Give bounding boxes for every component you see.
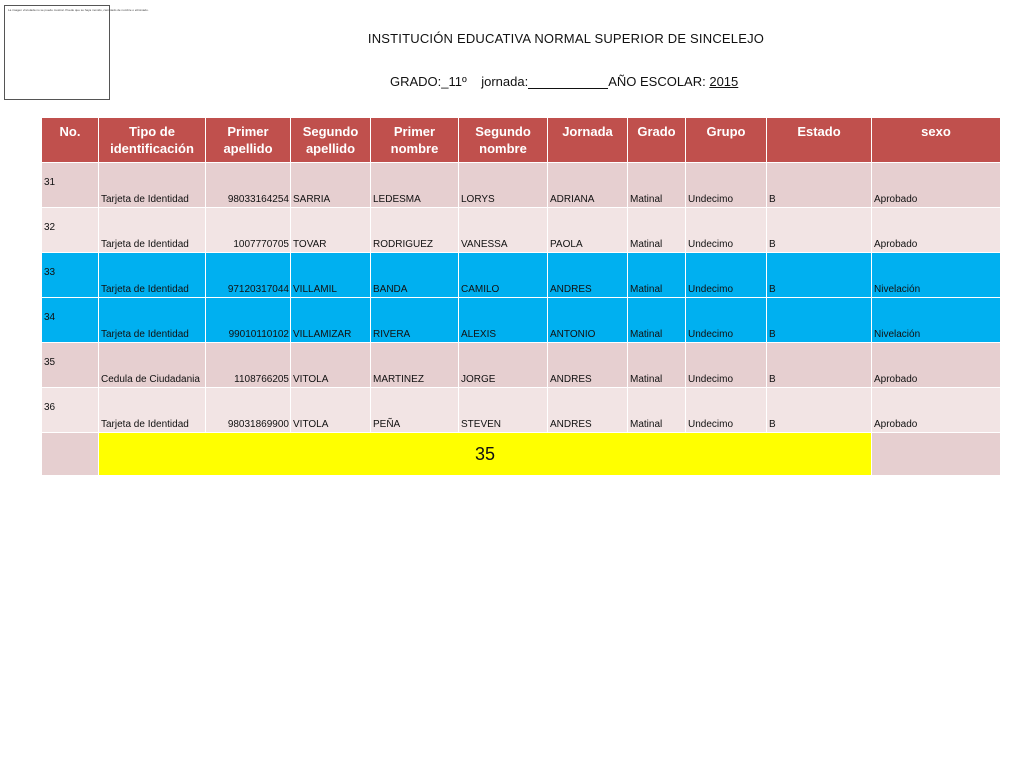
total-row (42, 433, 1001, 476)
cell-segundo-nombre: ANTONIO (548, 298, 628, 343)
anio-value: 2015 (709, 74, 739, 89)
cell-estado: Nivelación (872, 298, 1001, 343)
cell-id: 1108766205 (206, 343, 291, 388)
cell-grupo: B (767, 163, 872, 208)
cell-no: 31 (42, 163, 99, 208)
jornada-blank-line (528, 76, 608, 89)
cell-tipo: Tarjeta de Identidad (99, 253, 206, 298)
cell-grado: Undecimo (686, 163, 767, 208)
cell-primer-apellido: VITOLA (291, 388, 371, 433)
column-header: Jornada (548, 118, 628, 163)
cell-jornada: Matinal (628, 298, 686, 343)
total-row-empty-cell (42, 433, 99, 476)
cell-estado: Aprobado (872, 388, 1001, 433)
cell-segundo-apellido: RODRIGUEZ (371, 208, 459, 253)
column-header: Grado (628, 118, 686, 163)
table-row-highlighted (42, 253, 1001, 298)
cell-grupo: B (767, 253, 872, 298)
anio-label: AÑO ESCOLAR: (608, 74, 710, 89)
cell-grupo: B (767, 208, 872, 253)
cell-jornada: Matinal (628, 253, 686, 298)
cell-grupo: B (767, 343, 872, 388)
cell-segundo-apellido: MARTINEZ (371, 343, 459, 388)
cell-grupo: B (767, 298, 872, 343)
column-header: sexo (872, 118, 1001, 163)
table-header-row (42, 118, 1001, 163)
cell-primer-nombre: ALEXIS (459, 298, 548, 343)
cell-primer-nombre: JORGE (459, 343, 548, 388)
jornada-label: jornada: (481, 74, 529, 89)
subtitle-line (390, 74, 738, 89)
cell-tipo: Tarjeta de Identidad (99, 163, 206, 208)
page-title: INSTITUCIÓN EDUCATIVA NORMAL SUPERIOR DE SINCELEJO (367, 31, 765, 46)
cell-jornada: Matinal (628, 163, 686, 208)
cell-tipo: Tarjeta de Identidad (99, 388, 206, 433)
total-row-empty-cell (872, 433, 1001, 476)
cell-segundo-nombre: ANDRES (548, 253, 628, 298)
total-count: 35 (99, 433, 872, 476)
cell-primer-nombre: CAMILO (459, 253, 548, 298)
cell-no: 33 (42, 253, 99, 298)
cell-primer-nombre: VANESSA (459, 208, 548, 253)
students-table (41, 117, 1001, 476)
column-header: Tipo de identificación (99, 118, 206, 163)
cell-grado: Undecimo (686, 298, 767, 343)
cell-segundo-apellido: BANDA (371, 253, 459, 298)
cell-grado: Undecimo (686, 388, 767, 433)
cell-segundo-nombre: ANDRES (548, 343, 628, 388)
cell-estado: Aprobado (872, 208, 1001, 253)
cell-segundo-apellido: PEÑA (371, 388, 459, 433)
column-header: Grupo (686, 118, 767, 163)
cell-primer-apellido: VILLAMIL (291, 253, 371, 298)
cell-segundo-apellido: LEDESMA (371, 163, 459, 208)
cell-tipo: Tarjeta de Identidad (99, 208, 206, 253)
cell-tipo: Tarjeta de Identidad (99, 298, 206, 343)
cell-id: 98031869900 (206, 388, 291, 433)
cell-primer-apellido: SARRIA (291, 163, 371, 208)
cell-estado: Aprobado (872, 163, 1001, 208)
cell-grado: Undecimo (686, 343, 767, 388)
cell-id: 99010110102 (206, 298, 291, 343)
broken-image-caption: La imagen vinculada no se puede mostrar. Puede que se haya movido, cambiado de nombre o eliminado. (8, 8, 149, 12)
cell-tipo: Cedula de Ciudadania (99, 343, 206, 388)
cell-primer-apellido: VILLAMIZAR (291, 298, 371, 343)
cell-jornada: Matinal (628, 343, 686, 388)
table-row (42, 388, 1001, 433)
cell-estado: Aprobado (872, 343, 1001, 388)
cell-jornada: Matinal (628, 388, 686, 433)
grado-label: GRADO:_11º (390, 74, 467, 89)
cell-segundo-nombre: ADRIANA (548, 163, 628, 208)
column-header: No. (42, 118, 99, 163)
table-row (42, 163, 1001, 208)
column-header: Segundo apellido (291, 118, 371, 163)
table-row-highlighted (42, 298, 1001, 343)
column-header: Primer apellido (206, 118, 291, 163)
column-header: Primer nombre (371, 118, 459, 163)
cell-primer-nombre: LORYS (459, 163, 548, 208)
cell-estado: Nivelación (872, 253, 1001, 298)
cell-segundo-nombre: PAOLA (548, 208, 628, 253)
table-row (42, 208, 1001, 253)
column-header: Segundo nombre (459, 118, 548, 163)
cell-primer-nombre: STEVEN (459, 388, 548, 433)
cell-grupo: B (767, 388, 872, 433)
cell-primer-apellido: TOVAR (291, 208, 371, 253)
cell-id: 1007770705 (206, 208, 291, 253)
cell-segundo-nombre: ANDRES (548, 388, 628, 433)
cell-grado: Undecimo (686, 208, 767, 253)
table-row (42, 343, 1001, 388)
cell-jornada: Matinal (628, 208, 686, 253)
cell-id: 98033164254 (206, 163, 291, 208)
logo-image-placeholder (4, 5, 149, 100)
column-header: Estado (767, 118, 872, 163)
cell-no: 35 (42, 343, 99, 388)
cell-no: 36 (42, 388, 99, 433)
cell-primer-apellido: VITOLA (291, 343, 371, 388)
cell-segundo-apellido: RIVERA (371, 298, 459, 343)
cell-no: 34 (42, 298, 99, 343)
cell-grado: Undecimo (686, 253, 767, 298)
cell-id: 97120317044 (206, 253, 291, 298)
cell-no: 32 (42, 208, 99, 253)
